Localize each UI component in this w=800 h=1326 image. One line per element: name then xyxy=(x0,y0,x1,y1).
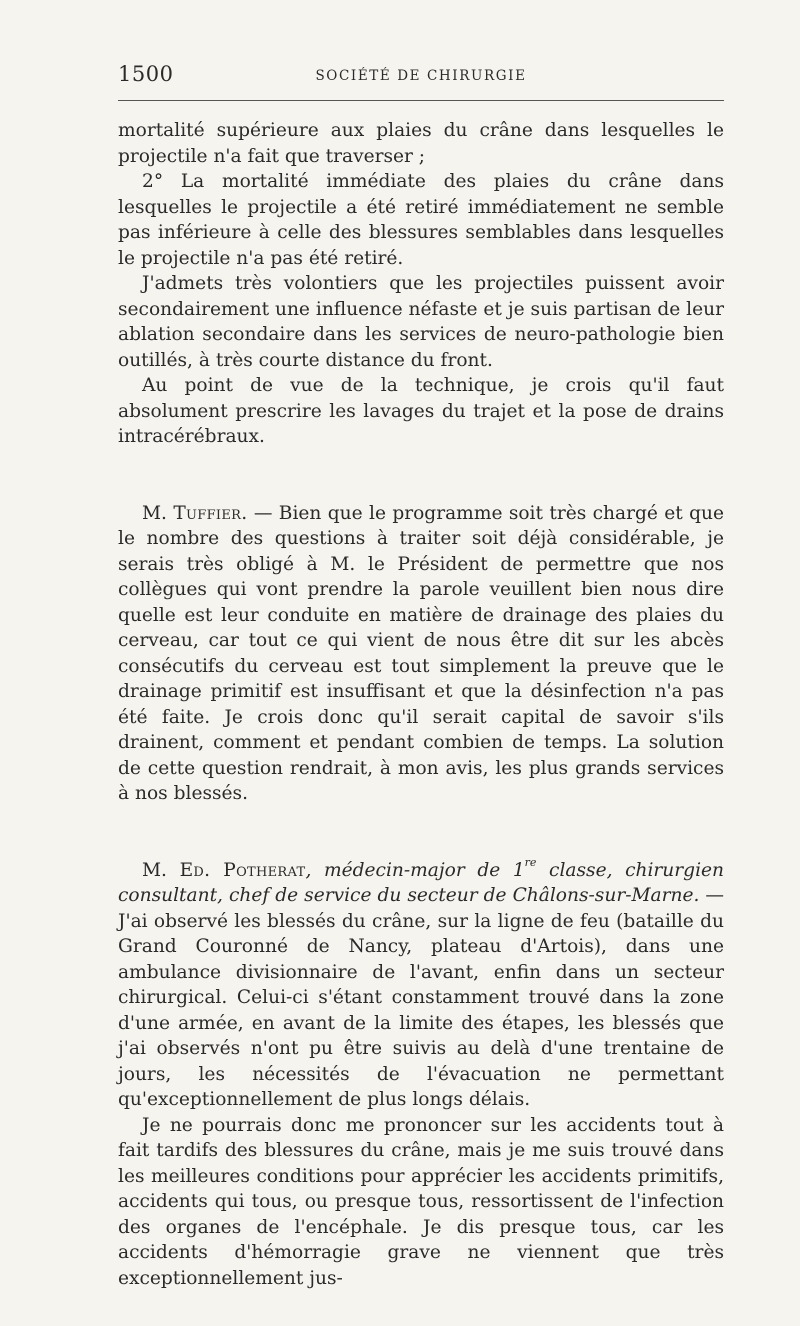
speaker-name-tuffier: Tuffier. xyxy=(173,502,248,524)
speaker-prefix: M. xyxy=(142,859,180,881)
speaker-name-potherat: Ed. Potherat xyxy=(179,859,306,881)
potherat-text: — J'ai observé les blessés du crâne, sur la ligne de feu (bataille du Grand Couronné de Nancy, plateau d'Artois), dans une ambulance divisionnaire de l'avant, enfin dans un secteur chirurgical. Celui-ci s'étant constamment trouvé dans la zone d'une armée, en avant de la limite des étapes, les blessés que j'ai observés n'ont pu être suivis au delà d'une trentaine de jours, les nécessités de l'évacuation ne permettant qu'exceptionnellement de plus longs délais. xyxy=(118,885,724,1110)
header-rule xyxy=(118,100,724,101)
paragraph-accidents: Je ne pourrais donc me prononcer sur les accidents tout à fait tardifs des blessures du crâne, mais je me suis trouvé dans les meilleures conditions pour apprécier les accidents primitifs, accidents qui tous, ou presque tous, ressortissent de l'infection des organes de l'encéphale. Je dis presque tous, car les accidents d'hémorragie grave ne viennent que très exceptionnellement jus- xyxy=(118,1114,724,1289)
running-title: SOCIÉTÉ DE CHIRURGIE xyxy=(315,68,527,84)
speaker-title-a: , médecin-major de 1 xyxy=(305,859,525,881)
tuffier-text: — Bien que le programme soit très chargé et que le nombre des questions à traiter soit déjà considérable, je serais très obligé à M. le Président de permettre que nos collègues qui vont prendre la parole veuillent bien nous dire quelle est leur conduite en matière de drainage des plaies du cerveau, car tout ce qui vient de nous être dit sur les abcès consécutifs du cerveau est tout simplement la preuve que le drainage primitif est insuffisant et que la désinfection n'a pas été faite. Je crois donc qu'il serait capital de savoir s'ils drainent, comment et pendant combien de temps. La solution de cette question rendrait, à mon avis, les plus grands services à nos blessés. xyxy=(118,502,724,804)
paragraph-point-2: 2° La mortalité immédiate des plaies du crâne dans lesquelles le projectile a été retiré immédiatement ne semble pas inférieure à celle des blessures semblables dans lesquelles le projectile n'a pas été retiré. xyxy=(118,171,724,269)
speaker-title-b: classe, chirurgien consultant, chef de service du secteur de Châlons-sur-Marne. xyxy=(118,859,724,906)
paragraph-projectiles: J'admets très volontiers que les projectiles puissent avoir secondairement une influence néfaste et je suis partisan de leur ablation secondaire dans les services de neuro-pathologie bien outillés, à très courte distance du front. xyxy=(118,273,724,371)
paragraph-technique: Au point de vue de la technique, je crois qu'il faut absolument prescrire les lavages du trajet et la pose de drains intracérébraux. xyxy=(118,375,724,447)
speaker-prefix: M. xyxy=(142,502,174,524)
paragraph-tuffier xyxy=(118,501,724,807)
body-text xyxy=(118,118,724,1291)
page-number: 1500 xyxy=(118,62,174,86)
paragraph-potherat xyxy=(118,858,724,1113)
speaker-title-sup: re xyxy=(524,856,537,870)
paragraph-continuation: mortalité supérieure aux plaies du crâne dans lesquelles le projectile n'a fait que traverser ; xyxy=(118,120,724,167)
page-header xyxy=(118,62,724,90)
